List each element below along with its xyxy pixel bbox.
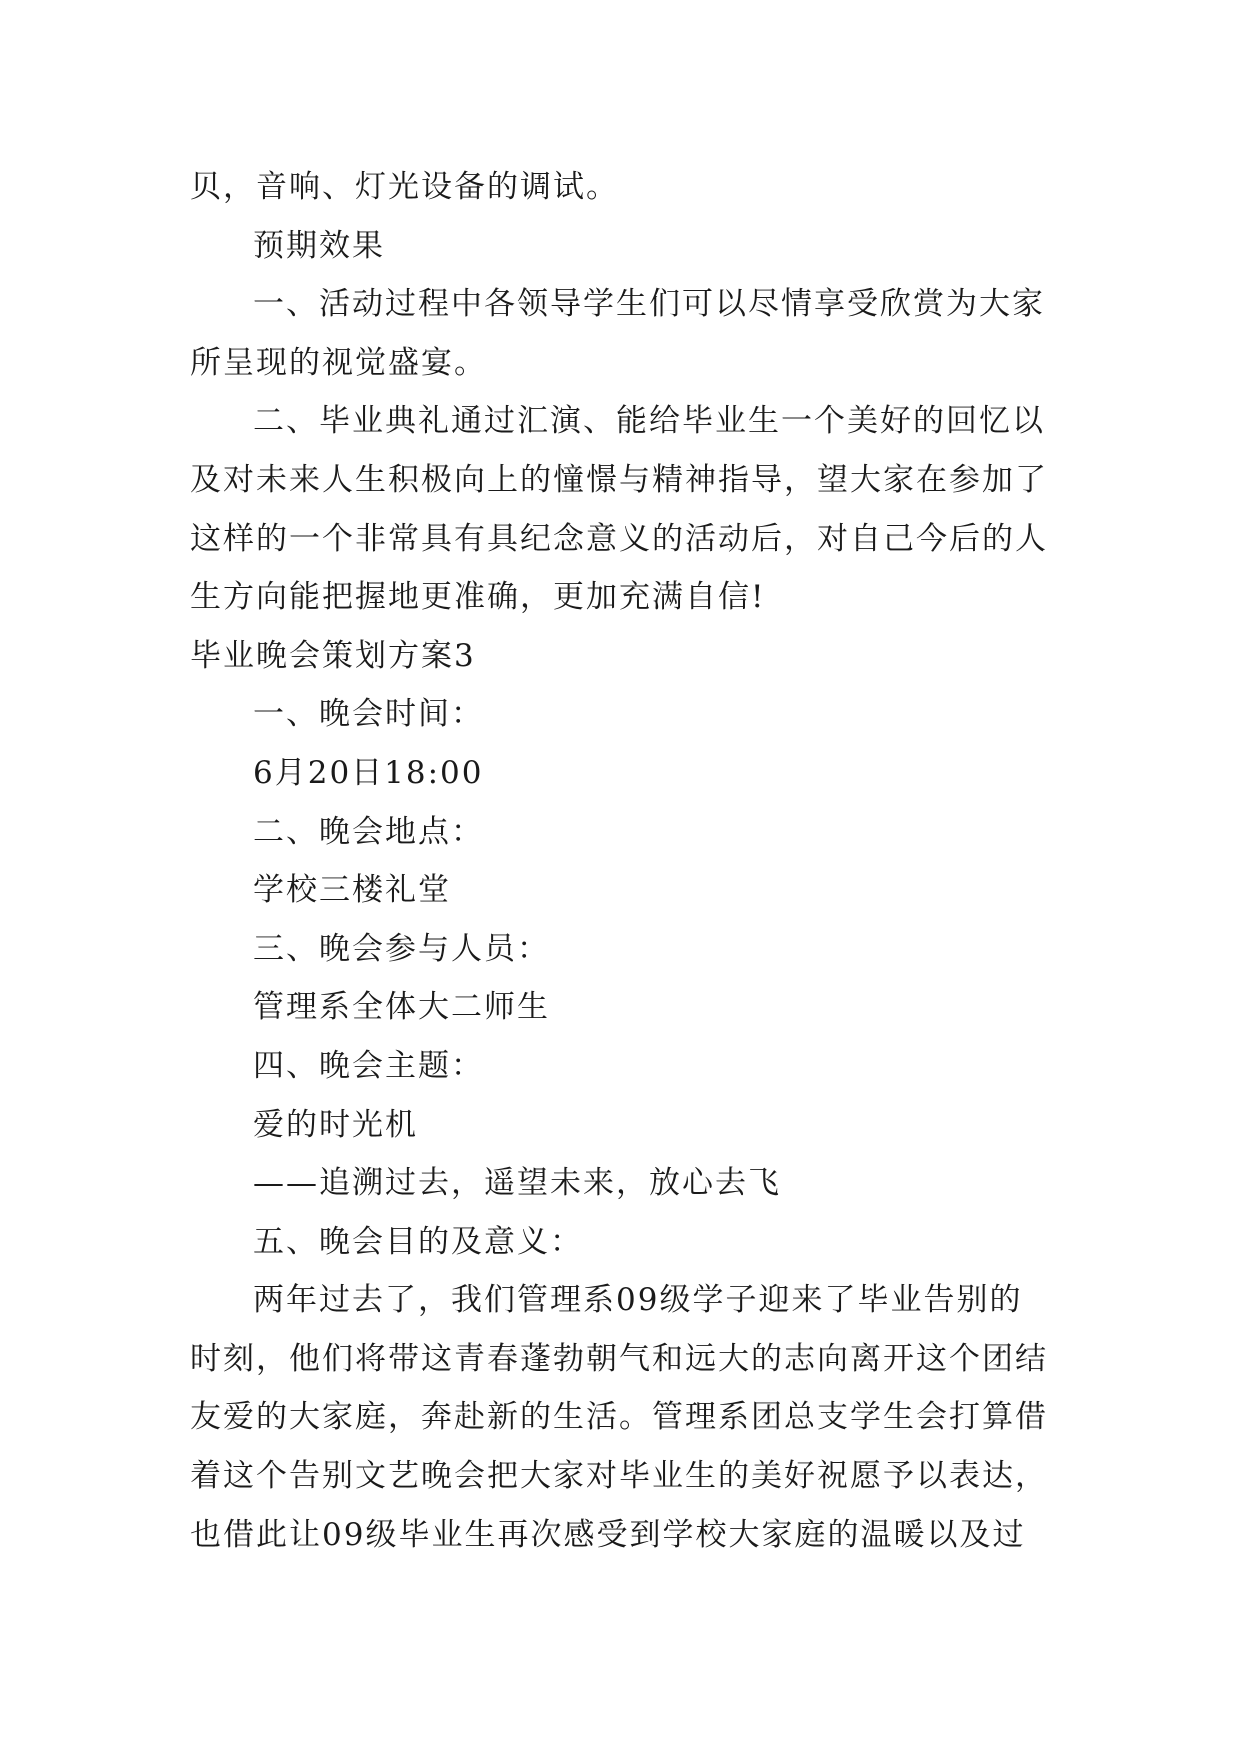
event-time-value: 6月20日18:00 [253,754,484,791]
document-body [190,158,1050,1564]
paragraph-line: 友爱的大家庭，奔赴新的生活。管理系团总支学生会打算借 [190,1399,1048,1436]
event-theme-subtitle: ——追溯过去，遥望未来，放心去飞 [253,1165,781,1202]
event-participants-value: 管理系全体大二师生 [253,989,550,1026]
event-theme-value: 爱的时光机 [253,1106,418,1143]
document-section-title: 毕业晚会策划方案3 [190,637,476,674]
paragraph-line: 时刻，他们将带这青春蓬勃朝气和远大的志向离开这个团结 [190,1340,1048,1377]
section-heading-location: 二、晚会地点： [253,813,484,850]
section-heading-theme: 四、晚会主题： [253,1047,484,1084]
paragraph-line: 也借此让09级毕业生再次感受到学校大家庭的温暖以及过 [190,1516,1026,1553]
paragraph-line: 所呈现的视觉盛宴。 [190,344,487,381]
paragraph-line: 着这个告别文艺晚会把大家对毕业生的美好祝愿予以表达， [190,1458,1048,1495]
paragraph-line: 及对未来人生积极向上的憧憬与精神指导，望大家在参加了 [190,461,1048,498]
section-heading-purpose: 五、晚会目的及意义： [253,1223,583,1260]
section-heading-participants: 三、晚会参与人员： [253,930,550,967]
paragraph-line: 两年过去了，我们管理系09级学子迎来了毕业告别的 [253,1282,1023,1319]
paragraph-line: 贝，音响、灯光设备的调试。 [190,169,619,205]
section-heading-time: 一、晚会时间： [253,696,484,733]
paragraph-line: 这样的一个非常具有具纪念意义的活动后，对自己今后的人 [190,520,1048,557]
section-heading-expected-effect: 预期效果 [253,227,385,264]
event-location-value: 学校三楼礼堂 [253,872,451,909]
paragraph-line: 一、活动过程中各领导学生们可以尽情享受欣赏为大家 [253,286,1045,323]
paragraph-line: 生方向能把握地更准确，更加充满自信! [190,579,766,616]
paragraph-line: 二、毕业典礼通过汇演、能给毕业生一个美好的回忆以 [253,403,1045,440]
